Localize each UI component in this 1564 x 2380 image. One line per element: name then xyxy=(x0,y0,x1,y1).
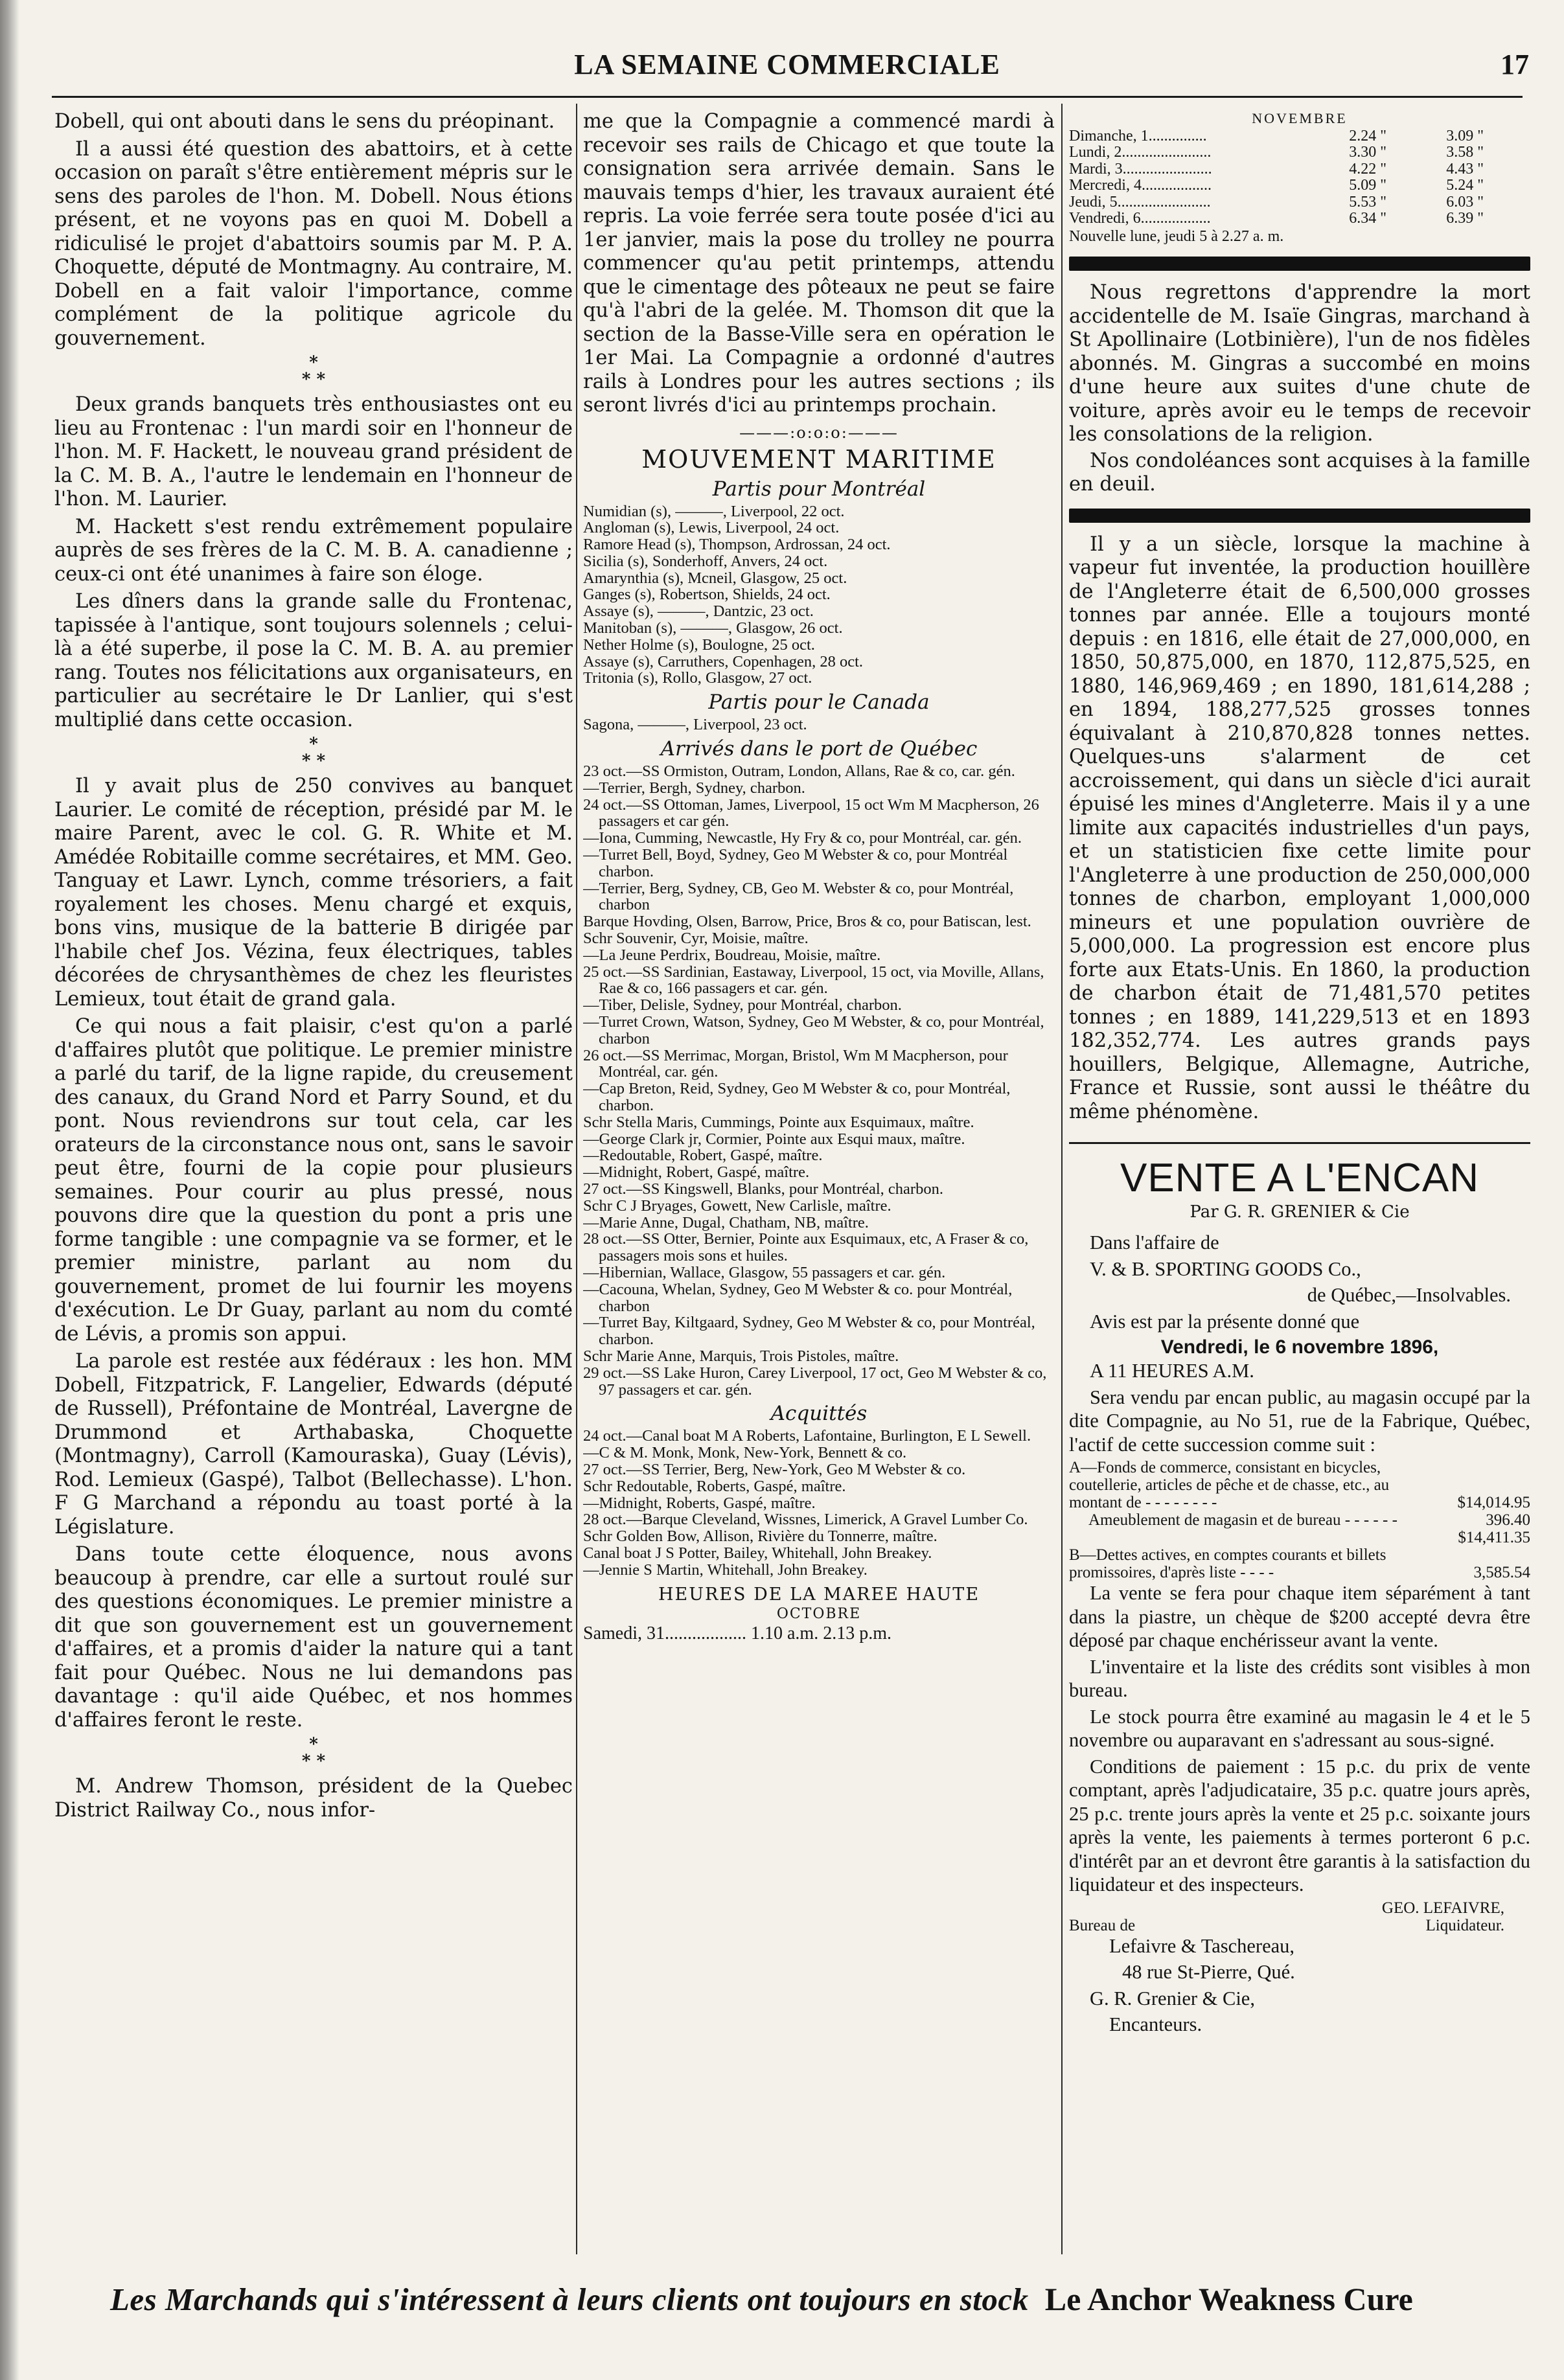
ship-list-canada xyxy=(583,716,1055,733)
almanac-day: Mardi, 3....................... xyxy=(1069,161,1212,177)
ship-entry: Assaye (s), ———, Dantzic, 23 oct. xyxy=(583,602,814,621)
ship-entry: 27 oct.—SS Kingswell, Blanks, pour Montréal, charbon. xyxy=(583,1180,943,1198)
ship-entry: 23 oct.—SS Ormiston, Outram, London, Allans, Rae & co, car. gén. xyxy=(583,762,1015,781)
almanac-day: Lundi, 2....................... xyxy=(1069,144,1212,161)
ship-entry: Sicilia (s), Sonderhoff, Anvers, 24 oct. xyxy=(583,552,828,570)
auction-company: V. & B. SPORTING GOODS Co., xyxy=(1090,1257,1361,1280)
column-left xyxy=(54,110,573,2248)
auction-signature-role: Liquidateur. xyxy=(1425,1916,1504,1934)
ship-entry: Sagona, ———, Liverpool, 23 oct. xyxy=(583,716,807,734)
subheading-departed-montreal: Partis pour Montréal xyxy=(712,477,926,501)
auction-subtotal: $14,411.35 xyxy=(1458,1529,1530,1546)
almanac-time-a: 5.53 " xyxy=(1349,193,1386,211)
footer-advert xyxy=(110,2280,1535,2326)
auction-text: Conditions de paiement : 15 p.c. du prix de vente comptant, après l'adjudicataire, 35 p.c. quatre jours après, 25 p.c. trente jours après la vente et 25 p.c. soixante jours après la vente, les paiements à termes porteront 6 p.c. d'intérêt par an et devront être garantis à la satisfaction du liquidateur et des inspecteurs. xyxy=(1069,1755,1530,1895)
auction-text: L'inventaire et la liste des crédits sont visibles à mon bureau. xyxy=(1069,1655,1530,1701)
ship-list-cleared xyxy=(583,1428,1055,1578)
ship-entry: Manitoban (s), ———, Glasgow, 26 oct. xyxy=(583,619,843,637)
ship-entry: 29 oct.—SS Lake Huron, Carey Liverpool, 17 oct, Geo M Webster & co, 97 passagers et car. gén. xyxy=(583,1364,1047,1399)
auction-item-furniture xyxy=(1069,1511,1530,1529)
article-paragraph: Ce qui nous a fait plaisir, c'est qu'on a parlé d'affaires plutôt que politique. Le premier ministre a parlé du tarif, de la ligne rapide, du creusement des canaux, du Grand Nord et Parry Sound, et du pont. Nous reviendrons sur tout cela, car les orateurs de la circonstance nous ont, sans le savoir peut être, fourni de la copie pour plusieurs semaines. Pour courir au plus pressé, nous pouvons dire que la question du pont a pris une forme tangible : une compagnie va se former, et le premier ministre, parlant au nom du gouvernement, promet de lui fournir les moyens d'exécution. Le Dr Guay, parlant au nom du comté de Lévis, a promis son appui. xyxy=(54,1015,573,1345)
ship-entry: —George Clark jr, Cormier, Pointe aux Esqui maux, maître. xyxy=(583,1130,965,1148)
ship-entry: Numidian (s), ———, Liverpool, 22 oct. xyxy=(583,502,845,520)
tide-row: Samedi, 31.................. 1.10 a.m. 2.13 p.m. xyxy=(583,1623,891,1643)
ship-entry: —Cacouna, Whelan, Sydney, Geo M Webster & co. pour Montréal, charbon xyxy=(583,1280,1013,1315)
almanac-row xyxy=(1069,177,1530,194)
header-rule xyxy=(52,96,1523,98)
almanac-day: Mercredi, 4.................. xyxy=(1069,177,1212,194)
ship-list-arrivals xyxy=(583,763,1055,1398)
footer-slogan: Les Marchands qui s'intéressent à leurs clients ont toujours en stock xyxy=(110,2282,1029,2317)
ship-entry: 28 oct.—Barque Cleveland, Wissnes, Limerick, A Gravel Lumber Co. xyxy=(583,1511,1028,1529)
almanac-row xyxy=(1069,161,1530,178)
almanac-time-a: 2.24 " xyxy=(1349,127,1386,144)
auction-text: Le stock pourra être examiné au magasin le 4 et le 5 novembre ou auparavant en s'adressant au sous-signé. xyxy=(1069,1705,1530,1751)
ship-list-montreal xyxy=(583,503,1055,687)
notice-paragraph: Nos condoléances sont acquises à la famille en deuil. xyxy=(1069,449,1530,496)
ship-entry: —Tiber, Delisle, Sydney, pour Montréal, charbon. xyxy=(583,996,902,1014)
ship-entry: Amarynthia (s), Mcneil, Glasgow, 25 oct. xyxy=(583,569,847,587)
ship-entry: —Midnight, Roberts, Gaspé, maître. xyxy=(583,1494,816,1512)
almanac-time-a: 3.30 " xyxy=(1349,144,1386,161)
ship-entry: Angloman (s), Lewis, Liverpool, 24 oct. xyxy=(583,519,840,537)
almanac-day: Dimanche, 1............... xyxy=(1069,128,1207,144)
auction-text: Dans l'affaire de xyxy=(1090,1231,1219,1253)
ship-entry: —Marie Anne, Dugal, Chatham, NB, maître. xyxy=(583,1213,869,1231)
ship-entry: 25 oct.—SS Sardinian, Eastaway, Liverpool, 15 oct, via Moville, Allans, Rae & co, 166 passagers et car. gén. xyxy=(583,963,1044,998)
newspaper-title: LA SEMAINE COMMERCIALE xyxy=(574,49,1000,80)
section-separator: ———:o:o:o:——— xyxy=(739,423,899,442)
ship-entry: —Turret Bell, Boyd, Sydney, Geo M Webster & co, pour Montréal charbon. xyxy=(583,846,1008,880)
almanac-row xyxy=(1069,194,1530,211)
auction-address: 48 rue St-Pierre, Qué. xyxy=(1122,1961,1295,1983)
maritime-heading: MOUVEMENT MARITIME xyxy=(641,444,996,474)
mourning-bar xyxy=(1069,257,1530,271)
ship-entry: —C & M. Monk, Monk, New-York, Bennett & co. xyxy=(583,1444,907,1462)
almanac-time-a: 5.09 " xyxy=(1349,177,1386,194)
almanac-time-a: 4.22 " xyxy=(1349,160,1386,177)
tide-heading: HEURES DE LA MAREE HAUTE xyxy=(658,1584,980,1605)
ship-entry: 26 oct.—SS Merrimac, Morgan, Bristol, Wm M Macpherson, pour Montréal, car. gén. xyxy=(583,1046,1008,1081)
auction-item-value: 3,585.54 xyxy=(1473,1564,1530,1581)
ship-entry: Nether Holme (s), Boulogne, 25 oct. xyxy=(583,635,815,654)
ship-entry: 27 oct.—SS Terrier, Berg, New-York, Geo M Webster & co. xyxy=(583,1460,966,1478)
ship-entry: 24 oct.—SS Ottoman, James, Liverpool, 15 oct Wm M Macpherson, 26 passagers et car gén. xyxy=(583,795,1039,830)
page-header xyxy=(45,45,1529,91)
auction-item-a xyxy=(1069,1459,1530,1511)
ship-entry: Ramore Head (s), Thompson, Ardrossan, 24 oct. xyxy=(583,536,891,554)
almanac-time-b: 6.03 " xyxy=(1446,193,1484,211)
column-rule-2 xyxy=(1061,104,1063,2254)
auction-item-label: A—Fonds de commerce, consistant en bicycles, coutellerie, articles de pêche et de chasse, etc., au montant de - - - - - - - - xyxy=(1069,1459,1390,1511)
auction-address: Lefaivre & Taschereau, xyxy=(1109,1934,1295,1957)
coal-paragraph: Il y a un siècle, lorsque la machine à vapeur fut inventée, la production houillère de l'Angleterre était de 6,500,000 grosses tonnes par année. Elle a toujours monté depuis : en 1816, elle était de 27,000,000, en 1850, 50,875,000, en 1870, 112,875,525, en 1880, 146,969,469 ; en 1890, 181,614,288 ; en 1894, 188,277,525 grosses tonnes équivalant à 210,870,828 tonnes nettes. Quelques-uns s'alarment de cet accroissement, qui dans un siècle d'ici aurait épuisé les mines d'Angleterre. Mais il y a une limite aux capacités industrielles d'un pays, et un statisticien fixe cette limite pour l'Angleterre à une production de 250,000,000 tonnes de charbon, employant 1,000,000 mineurs et une population ouvrière de 5,000,000. La progression est encore plus forte aux Etats-Unis. En 1860, la production de charbon était de 71,481,570 petites tonnes ; en 1889, 141,229,513 et en 1893 182,352,774. Les autres grands pays houillers, Belgique, Allemagne, Autriche, France et Russie, sont aussi le théâtre du même phénomène. xyxy=(1069,532,1530,1123)
almanac-time-b: 5.24 " xyxy=(1446,177,1484,194)
column-right xyxy=(1069,110,1530,2261)
auction-text: Sera vendu par encan public, au magasin occupé par la dite Compagnie, au No 51, rue de la Fabrique, Québec, l'actif de cette succession comme suit : xyxy=(1069,1386,1530,1456)
ship-entry: —Jennie S Martin, Whitehall, John Breakey. xyxy=(583,1561,868,1579)
asterism: * * * xyxy=(301,1735,326,1771)
scan-edge-shadow xyxy=(0,0,19,2380)
page-number: 17 xyxy=(1501,49,1529,80)
almanac-time-b: 4.43 " xyxy=(1446,160,1484,177)
almanac-time-a: 6.34 " xyxy=(1349,210,1386,227)
auction-address: G. R. Grenier & Cie, xyxy=(1090,1987,1255,2009)
ship-entry: 24 oct.—Canal boat M A Roberts, Lafontaine, Burlington, E L Sewell. xyxy=(583,1427,1031,1445)
almanac-row xyxy=(1069,144,1530,161)
article-paragraph: La parole est restée aux fédéraux : les hon. MM Dobell, Fitzpatrick, F. Langelier, Edwards (député de Russell), Préfontaine de Montréal, Lavergne de Drummond et Arthabaska, Choquette (Montmagny), Carroll (Kamouraska), Guay (Lévis), Rod. Lemieux (Gaspé), Talbot (Bellechasse). L'hon. F G Marchand a répondu au toast porté à la Législature. xyxy=(54,1350,573,1539)
article-paragraph: Il y avait plus de 250 convives au banquet Laurier. Le comité de réception, présidé par M. le maire Parent, avec le col. G. R. White et M. Amédée Robitaille comme secrétaires, et MM. Geo. Tanguay et Lawr. Lynch, comme trésoriers, a fait royalement les choses. Menu chargé et exquis, bons vins, musique de la batterie B dirigée par l'habile chef Jos. Vézina, feux électriques, tables décorées de chrysanthèmes de chez les fleuristes Lemieux, tout était de grand gala. xyxy=(54,775,573,1011)
ship-entry: Schr Redoutable, Roberts, Gaspé, maître. xyxy=(583,1477,846,1495)
auction-date: Vendredi, le 6 novembre 1896, xyxy=(1160,1336,1439,1358)
auction-item-label: B—Dettes actives, en comptes courants et billets promissoires, d'après liste - - - - xyxy=(1069,1546,1386,1581)
auction-text: La vente se fera pour chaque item séparément à tant dans la piastre, un chèque de $200 accepté devra être déposé par chaque enchérisseur avant la vente. xyxy=(1069,1582,1530,1651)
article-paragraph: Il a aussi été question des abattoirs, et à cette occasion on paraît s'être entièrement mépris sur le sens des paroles de l'hon. M. Dobell. Nous étions présent, et ne voyons pas en quoi M. Dobell a ridiculisé le projet d'abattoirs soumis par M. P. A. Choquette, député de Montmagny. Au contraire, M. Dobell en a fait valoir l'importance, comme complément de la politique agricole du gouvernement. xyxy=(54,137,573,350)
almanac-time-b: 3.09 " xyxy=(1446,127,1484,144)
auction-auctioneer: Par G. R. GRENIER & Cie xyxy=(1190,1202,1410,1222)
auction-item-value: 396.40 xyxy=(1486,1511,1530,1529)
auction-title: VENTE A L'ENCAN xyxy=(1069,1142,1530,1201)
almanac-time-b: 3.58 " xyxy=(1446,144,1484,161)
ship-entry: Canal boat J S Potter, Bailey, Whitehall, John Breakey. xyxy=(583,1544,932,1562)
auction-hour: A 11 HEURES A.M. xyxy=(1090,1360,1254,1382)
subheading-arrived-quebec: Arrivés dans le port de Québec xyxy=(660,737,978,761)
column-middle xyxy=(583,110,1055,2261)
ship-entry: Schr Souvenir, Cyr, Moisie, maître. xyxy=(583,930,809,948)
article-paragraph: Les dîners dans la grande salle du Frontenac, tapissée à l'antique, sont toujours solennels ; celui-là a été superbe, il pose la C. M. B. A. au premier rang. Toutes nos félicitations aux organisateurs, en particulier au secrétaire le Dr Lanlier, qui s'est multiplié dans cette occasion. xyxy=(54,590,573,731)
ship-entry: —Iona, Cumming, Newcastle, Hy Fry & co, pour Montréal, car. gén. xyxy=(583,829,1022,847)
ship-entry: —Hibernian, Wallace, Glasgow, 55 passagers et car. gén. xyxy=(583,1263,946,1281)
auction-signature: GEO. LEFAIVRE, xyxy=(1381,1899,1504,1917)
ship-entry: Tritonia (s), Rollo, Glasgow, 27 oct. xyxy=(583,669,812,687)
ship-entry: —Terrier, Berg, Sydney, CB, Geo M. Webster & co, pour Montréal, charbon xyxy=(583,879,1014,914)
auction-bureau-label: Bureau de xyxy=(1069,1916,1136,1934)
auction-text: de Québec,—Insolvables. xyxy=(1307,1284,1511,1306)
subheading-cleared: Acquittés xyxy=(770,1402,868,1426)
tide-month: OCTOBRE xyxy=(776,1605,862,1622)
article-paragraph: Deux grands banquets très enthousiastes ont eu lieu au Frontenac : l'un mardi soir en l'honneur de l'hon. M. F. Hackett, le nouveau grand président de la C. M. B. A., l'autre le lendemain en l'honneur de l'hon. M. Laurier. xyxy=(54,393,573,510)
ship-entry: —Turret Crown, Watson, Sydney, Geo M Webster, & co, pour Montréal, charbon xyxy=(583,1013,1044,1047)
column-rule-1 xyxy=(576,104,577,2254)
ship-entry: Schr C J Bryages, Gowett, New Carlisle, maître. xyxy=(583,1196,891,1215)
asterism: * * * xyxy=(301,735,326,771)
ship-entry: —Redoutable, Robert, Gaspé, maître. xyxy=(583,1147,823,1165)
ship-entry: Barque Hovding, Olsen, Barrow, Price, Bros & co, pour Batiscan, lest. xyxy=(583,913,1031,931)
auction-item-value: $14,014.95 xyxy=(1457,1494,1530,1511)
auction-bureau-line xyxy=(1069,1917,1530,1934)
almanac-rows xyxy=(1069,128,1530,227)
article-paragraph: M. Andrew Thomson, président de la Quebec District Railway Co., nous infor- xyxy=(54,1775,573,1822)
almanac-month: NOVEMBRE xyxy=(1252,110,1348,126)
moon-phase: Nouvelle lune, jeudi 5 à 2.27 a. m. xyxy=(1069,227,1284,245)
notice-paragraph: Nous regrettons d'apprendre la mort accidentelle de M. Isaïe Gingras, marchand à St Apollinaire (Lotbinière), l'un de nos fidèles abonnés. M. Gingras a succombé en moins d'une heure aux suites d'une chute de voiture, après avoir eu le temps de recevoir les consolations de la religion. xyxy=(1069,281,1530,446)
ship-entry: —Cap Breton, Reid, Sydney, Geo M Webster & co, pour Montréal, charbon. xyxy=(583,1080,1011,1114)
ship-entry: Schr Marie Anne, Marquis, Trois Pistoles, maître. xyxy=(583,1347,899,1365)
ship-entry: 28 oct.—SS Otter, Bernier, Pointe aux Esquimaux, etc, A Fraser & co, passagers mois sons et huiles. xyxy=(583,1230,1029,1265)
ship-entry: Schr Golden Bow, Allison, Rivière du Tonnerre, maître. xyxy=(583,1528,937,1546)
ship-entry: —La Jeune Perdrix, Boudreau, Moisie, maître. xyxy=(583,946,881,964)
ship-entry: —Terrier, Bergh, Sydney, charbon. xyxy=(583,779,805,797)
footer-brand: Le Anchor Weakness Cure xyxy=(1044,2281,1413,2317)
auction-address: Encanteurs. xyxy=(1109,2013,1202,2035)
ship-entry: Assaye (s), Carruthers, Copenhagen, 28 oct. xyxy=(583,652,864,670)
almanac-day: Jeudi, 5........................ xyxy=(1069,194,1211,211)
ship-entry: Schr Stella Maris, Cummings, Pointe aux Esquimaux, maître. xyxy=(583,1113,974,1131)
article-paragraph: Dans toute cette éloquence, nous avons beaucoup à prendre, car elle a surtout roulé sur des questions économiques. Le premier ministre a dit que son gouvernement est un gouvernement d'affaires, et a promis d'aider la nature qui a tant fait pour Québec. Nous ne lui demandons pas davantage : qu'il aide Québec, et nos hommes d'affaires feront le reste. xyxy=(54,1543,573,1732)
auction-text: Avis est par la présente donné que xyxy=(1090,1310,1360,1333)
ship-entry: —Midnight, Robert, Gaspé, maître. xyxy=(583,1163,810,1182)
almanac-row xyxy=(1069,211,1530,227)
auction-item-b xyxy=(1069,1546,1530,1581)
almanac-time-b: 6.39 " xyxy=(1446,210,1484,227)
article-continuation: me que la Compagnie a commencé mardi à recevoir ses rails de Chicago et que toute la consignation sera arrivée demain. Sans le mauvais temps d'hier, les travaux auraient été repris. La voie ferrée sera toute posée d'ici au 1er janvier, mais la pose du trolley ne pourra commencer qu'au petit printemps, attendu que le cimentage des pôteaux ne peut se faire qu'à l'abri de la gelée. M. Thomson dit que la section de la Basse-Ville sera en opération le 1er Mai. La Compagnie a ordonné d'autres rails à Londres pour les autres sections ; ils seront livrés d'ici au printemps prochain. xyxy=(583,110,1055,417)
ship-entry: Ganges (s), Robertson, Shields, 24 oct. xyxy=(583,586,831,604)
almanac-row xyxy=(1069,128,1530,145)
almanac-table xyxy=(1069,110,1530,245)
auction-item-label: Ameublement de magasin et de bureau - - - - - - xyxy=(1088,1511,1397,1529)
almanac-day: Vendredi, 6.................. xyxy=(1069,211,1211,227)
ship-entry: —Turret Bay, Kiltgaard, Sydney, Geo M Webster & co, pour Montréal, charbon. xyxy=(583,1314,1035,1349)
article-paragraph: Dobell, qui ont abouti dans le sens du préopinant. xyxy=(54,110,555,133)
subheading-departed-canada: Partis pour le Canada xyxy=(708,691,930,715)
article-paragraph: M. Hackett s'est rendu extrêmement populaire auprès de ses frères de la C. M. B. A. canadienne ; ceux-ci ont été unanimes à faire son éloge. xyxy=(54,515,573,586)
asterism: * * * xyxy=(301,353,326,389)
mourning-bar xyxy=(1069,509,1530,523)
